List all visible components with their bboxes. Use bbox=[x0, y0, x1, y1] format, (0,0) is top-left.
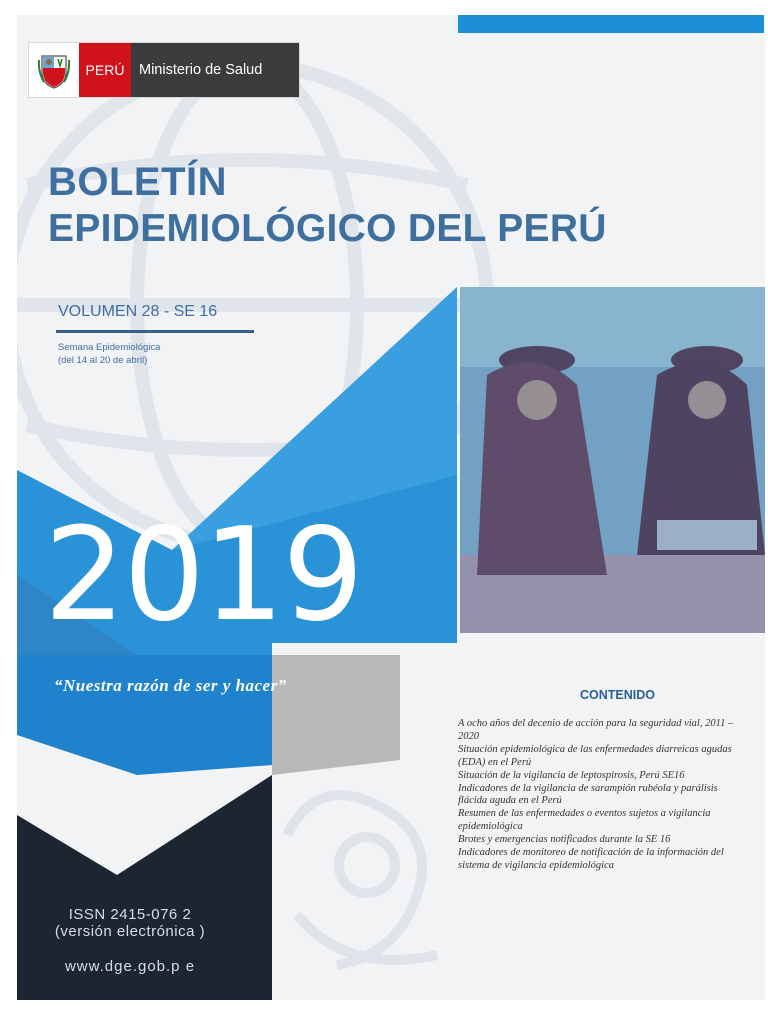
epi-week-range: (del 14 al 20 de abril) bbox=[58, 355, 148, 366]
contents-list bbox=[458, 718, 748, 873]
issn-edition: (versión electrónica ) bbox=[54, 923, 206, 940]
epi-week bbox=[58, 341, 160, 367]
contents-heading: CONTENIDO bbox=[580, 688, 655, 702]
blue-shape-lower bbox=[17, 655, 272, 775]
website-link[interactable]: www.dge.gob.p e bbox=[64, 958, 196, 975]
top-accent-bar bbox=[458, 15, 764, 33]
coat-of-arms-icon bbox=[29, 43, 79, 97]
epi-week-label: Semana Epidemiológica bbox=[58, 342, 161, 353]
issn-number: ISSN 2415-076 2 bbox=[68, 906, 192, 923]
volume-label: VOLUMEN 28 - SE 16 bbox=[58, 303, 218, 320]
contents-item: Situación epidemiológica de las enfermedades diarreicas agudas (EDA) en el Perú bbox=[458, 743, 732, 768]
contents-item: Resumen de las enfermedades o eventos sujetos a vigilancia epidemiológica bbox=[458, 808, 711, 833]
cover-photo bbox=[460, 287, 765, 633]
contents-item: Indicadores de la vigilancia de sarampión rubéola y parálisis flácida aguda en el Perú bbox=[458, 782, 718, 807]
cover-year: 2019 bbox=[44, 501, 362, 650]
issn-block bbox=[20, 906, 240, 940]
volume-divider bbox=[56, 330, 254, 333]
contents-item: Indicadores de monitoreo de notificación de la información del sistema de vigilancia epidemiológica bbox=[458, 847, 724, 871]
logo-ministry: Ministerio de Salud bbox=[131, 43, 299, 97]
gray-shape bbox=[272, 655, 400, 775]
bird-watermark bbox=[287, 795, 437, 965]
contents-item: Situación de la vigilancia de leptospirosis, Perú SE16 bbox=[458, 769, 685, 781]
minsa-logo bbox=[29, 43, 299, 97]
contents-item: Brotes y emergencias notificados durante la SE 16 bbox=[458, 834, 671, 846]
logo-country: PERÚ bbox=[79, 43, 131, 97]
motto: “Nuestra razón de ser y hacer” bbox=[54, 676, 287, 695]
contents-item: A ocho años del decenio de acción para la seguridad vial, 2011 – 2020 bbox=[458, 718, 734, 742]
title-line-2: EPIDEMIOLÓGICO DEL PERÚ bbox=[48, 207, 607, 250]
title-line-1: BOLETÍN bbox=[48, 160, 228, 204]
